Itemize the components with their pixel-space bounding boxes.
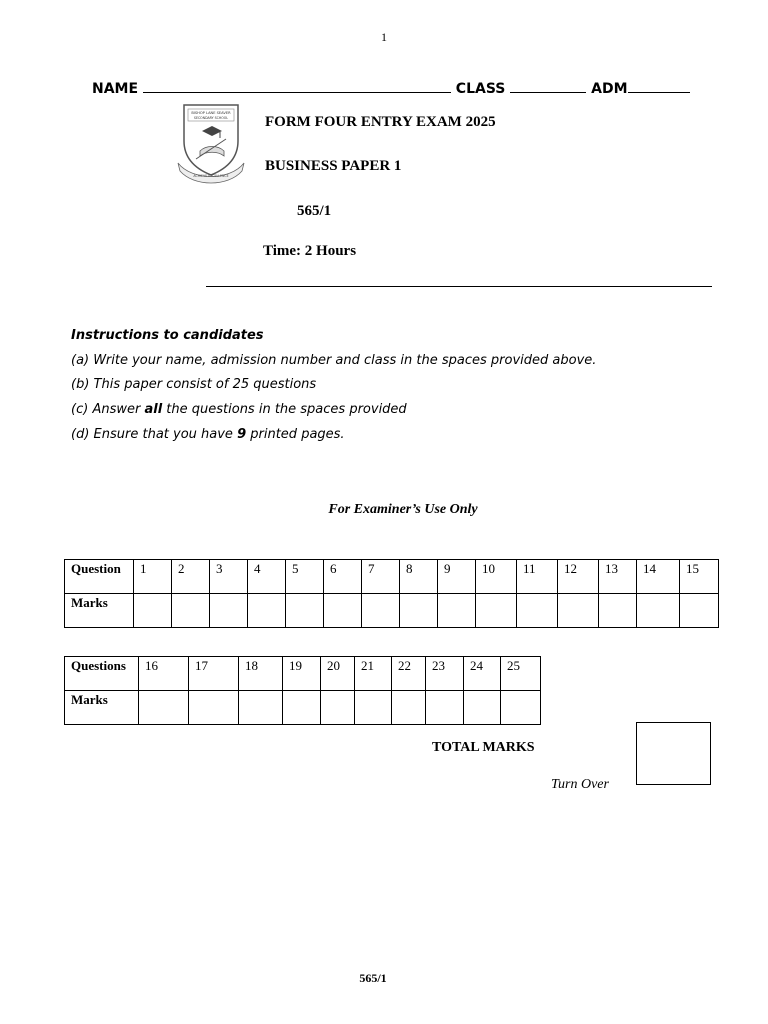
row-header: Marks — [65, 594, 134, 628]
question-number: 22 — [392, 657, 426, 691]
row-header: Questions — [65, 657, 139, 691]
marks-table-2 — [64, 656, 541, 725]
marks-cell[interactable] — [189, 691, 239, 725]
marks-row — [65, 594, 719, 628]
marks-cell[interactable] — [637, 594, 680, 628]
examiner-heading: For Examiner’s Use Only — [328, 502, 478, 517]
question-number: 3 — [210, 560, 248, 594]
marks-cell[interactable] — [321, 691, 355, 725]
question-number: 24 — [464, 657, 501, 691]
question-number: 21 — [355, 657, 392, 691]
marks-cell[interactable] — [400, 594, 438, 628]
adm-field[interactable] — [628, 78, 690, 93]
marks-cell[interactable] — [517, 594, 558, 628]
marks-cell[interactable] — [248, 594, 286, 628]
question-number: 20 — [321, 657, 355, 691]
instruction-text: printed pages. — [250, 427, 345, 442]
question-number: 12 — [558, 560, 599, 594]
question-number: 13 — [599, 560, 637, 594]
marks-cell[interactable] — [599, 594, 637, 628]
marks-cell[interactable] — [355, 691, 392, 725]
instruction-item — [71, 377, 316, 392]
exam-time: Time: 2 Hours — [263, 243, 357, 259]
header-divider — [206, 286, 712, 287]
question-number: 4 — [248, 560, 286, 594]
name-field[interactable] — [143, 78, 451, 93]
question-number: 11 — [517, 560, 558, 594]
marks-cell[interactable] — [134, 594, 172, 628]
instruction-item — [71, 353, 596, 368]
question-number: 15 — [680, 560, 719, 594]
question-number: 16 — [139, 657, 189, 691]
question-number: 5 — [286, 560, 324, 594]
svg-text:BISHOP LANE SEAVER: BISHOP LANE SEAVER — [191, 111, 231, 115]
instruction-text: Write your name, admission number and class in the spaces provided above. — [93, 353, 597, 368]
question-row — [65, 560, 719, 594]
question-number: 25 — [501, 657, 541, 691]
question-number: 6 — [324, 560, 362, 594]
svg-text:SECONDARY SCHOOL: SECONDARY SCHOOL — [193, 116, 229, 120]
marks-cell[interactable] — [476, 594, 517, 628]
paper-title: BUSINESS PAPER 1 — [265, 158, 402, 174]
marks-cell[interactable] — [392, 691, 426, 725]
question-number: 23 — [426, 657, 464, 691]
instruction-label: (c) — [71, 402, 89, 417]
name-label: NAME — [92, 81, 139, 97]
question-number: 9 — [438, 560, 476, 594]
class-field[interactable] — [510, 78, 586, 93]
marks-cell[interactable] — [286, 594, 324, 628]
question-number: 2 — [172, 560, 210, 594]
instruction-emphasis: 9 — [237, 427, 247, 442]
instruction-text: Answer — [92, 402, 141, 417]
marks-cell[interactable] — [501, 691, 541, 725]
marks-row — [65, 691, 541, 725]
marks-cell[interactable] — [283, 691, 321, 725]
marks-cell[interactable] — [210, 594, 248, 628]
adm-label: ADM — [591, 81, 628, 97]
question-number: 17 — [189, 657, 239, 691]
question-number: 8 — [400, 560, 438, 594]
question-number: 19 — [283, 657, 321, 691]
svg-text:ACHIEVE EXCELLENCE: ACHIEVE EXCELLENCE — [193, 174, 229, 178]
instruction-emphasis: all — [144, 402, 163, 417]
instruction-text: the questions in the spaces provided — [166, 402, 407, 417]
marks-cell[interactable] — [172, 594, 210, 628]
instruction-item — [71, 402, 407, 417]
page-number: 1 — [381, 30, 387, 44]
question-row — [65, 657, 541, 691]
question-number: 1 — [134, 560, 172, 594]
class-label: CLASS — [455, 81, 506, 97]
candidate-details-line — [92, 78, 690, 97]
instructions-heading: Instructions to candidates — [71, 328, 264, 343]
marks-cell[interactable] — [464, 691, 501, 725]
row-header: Marks — [65, 691, 139, 725]
marks-cell[interactable] — [680, 594, 719, 628]
turn-over-note: Turn Over — [551, 777, 609, 792]
row-header: Question — [65, 560, 134, 594]
marks-cell[interactable] — [426, 691, 464, 725]
total-marks-box[interactable] — [636, 722, 711, 785]
marks-cell[interactable] — [438, 594, 476, 628]
marks-cell[interactable] — [239, 691, 283, 725]
exam-title: FORM FOUR ENTRY EXAM 2025 — [265, 114, 496, 130]
paper-code: 565/1 — [297, 203, 332, 219]
instruction-label: (d) — [71, 427, 90, 442]
footer-paper-code: 565/1 — [359, 971, 387, 985]
marks-cell[interactable] — [139, 691, 189, 725]
instruction-text: This paper consist of 25 questions — [93, 377, 317, 392]
question-number: 14 — [637, 560, 680, 594]
instruction-label: (b) — [71, 377, 90, 392]
marks-cell[interactable] — [362, 594, 400, 628]
question-number: 10 — [476, 560, 517, 594]
marks-cell[interactable] — [324, 594, 362, 628]
total-marks-label: TOTAL MARKS — [432, 740, 535, 755]
instruction-text: Ensure that you have — [93, 427, 233, 442]
school-crest-icon — [172, 101, 252, 187]
marks-cell[interactable] — [558, 594, 599, 628]
question-number: 7 — [362, 560, 400, 594]
instruction-item — [71, 427, 345, 442]
question-number: 18 — [239, 657, 283, 691]
instruction-label: (a) — [71, 353, 90, 368]
marks-table-1 — [64, 559, 719, 628]
